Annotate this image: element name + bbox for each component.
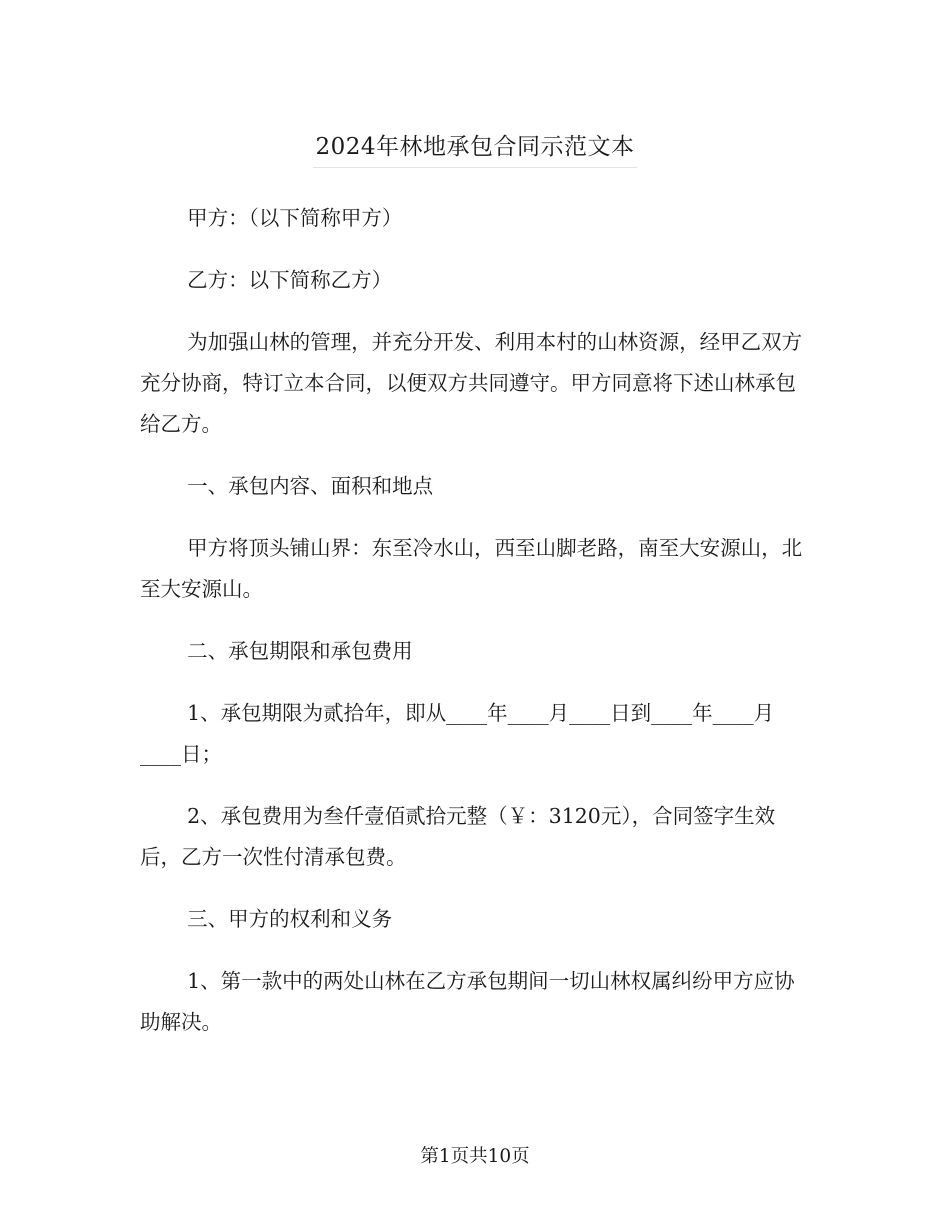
fee-clause: 2、承包费用为叁仟壹佰贰拾元整（￥：3120元），合同签字生效后，乙方一次性付清承包费。 [140,804,776,869]
section-heading-1: 一、承包内容、面积和地点 [187,474,434,498]
party-b-line: 乙方：以下简称乙方） [187,268,393,292]
preamble-paragraph: 为加强山林的管理，并充分开发、利用本村的山林资源，经甲乙双方充分协商，特订立本合同，以便双方共同遵守。甲方同意将下述山林承包给乙方。 [140,330,803,436]
party-a-line: 甲方：（以下简称甲方） [187,206,403,230]
party-a-duty-clause: 1、第一款中的两处山林在乙方承包期间一切山林权属纠纷甲方应协助解决。 [140,969,795,1034]
document-title-text: 2024年林地承包合同示范文本 [313,124,636,168]
section-heading-2: 二、承包期限和承包费用 [187,639,413,663]
document-body [140,198,810,1064]
page-number: 第1页共10页 [420,1146,530,1167]
document-title [0,124,950,168]
section-heading-3: 三、甲方的权利和义务 [187,907,393,931]
boundary-paragraph: 甲方将顶头铺山界：东至冷水山，西至山脚老路，南至大安源山，北至大安源山。 [140,536,803,601]
term-clause: 1、承包期限为贰拾年，即从____年____月____日到____年____月____日； [140,701,775,766]
